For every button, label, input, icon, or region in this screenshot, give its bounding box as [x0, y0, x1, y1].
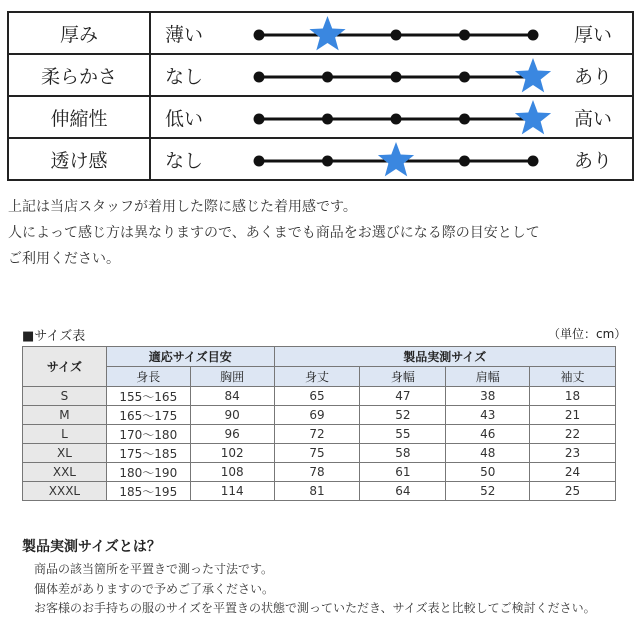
height-cell: 155～165 [106, 387, 190, 406]
table-row [23, 387, 616, 406]
feel-row-thickness [8, 12, 633, 54]
scale-dot [254, 156, 265, 167]
rating-star-icon [515, 100, 551, 134]
explanation-line: 商品の該当箇所を平置きで測った寸法です。 [34, 562, 274, 576]
feel-left-label: 低い [150, 96, 243, 138]
length-cell: 81 [274, 482, 360, 501]
table-row [23, 482, 616, 501]
scale-dot [254, 30, 265, 41]
feel-attribute: 柔らかさ [8, 54, 150, 96]
feel-right-label: あり [574, 54, 633, 96]
feel-row-stretch [8, 96, 633, 138]
chest-cell: 84 [190, 387, 274, 406]
chest-cell: 114 [190, 482, 274, 501]
sleeve-cell: 21 [530, 406, 616, 425]
feel-scale [243, 12, 574, 54]
feel-scale [243, 96, 574, 138]
scale-graphic [243, 13, 563, 53]
feel-left-label: 薄い [150, 12, 243, 54]
column-header: 身長 [106, 367, 190, 387]
column-header: 胸囲 [190, 367, 274, 387]
feel-left-label: なし [150, 54, 243, 96]
column-header: 身幅 [360, 367, 446, 387]
feel-row-sheerness [8, 138, 633, 180]
size-cell: XXL [23, 463, 107, 482]
table-row [23, 406, 616, 425]
explanation-line: お客様のお手持ちの服のサイズを平置きの状態で測っていただき、サイズ表と比較してご検討ください。 [34, 601, 596, 615]
scale-dot [391, 114, 402, 125]
feel-right-label: 厚い [574, 12, 633, 54]
chest-cell: 90 [190, 406, 274, 425]
table-row [23, 444, 616, 463]
size-cell: XXXL [23, 482, 107, 501]
chest-cell: 96 [190, 425, 274, 444]
width-cell: 64 [360, 482, 446, 501]
table-row [23, 425, 616, 444]
sleeve-cell: 23 [530, 444, 616, 463]
height-cell: 170～180 [106, 425, 190, 444]
shoulder-cell: 50 [446, 463, 530, 482]
note-line: 上記は当店スタッフが着用した際に感じた着用感です。 [8, 199, 357, 215]
scale-dot [459, 114, 470, 125]
feel-row-softness [8, 54, 633, 96]
feel-attribute: 透け感 [8, 138, 150, 180]
length-cell: 75 [274, 444, 360, 463]
scale-dot [254, 114, 265, 125]
chest-cell: 102 [190, 444, 274, 463]
scale-graphic [243, 139, 563, 179]
feel-scale [243, 54, 574, 96]
scale-dot [459, 72, 470, 83]
length-cell: 72 [274, 425, 360, 444]
scale-dot [528, 156, 539, 167]
size-cell: S [23, 387, 107, 406]
length-cell: 69 [274, 406, 360, 425]
group-actual-header: 製品実測サイズ [274, 347, 615, 367]
feel-scale [243, 138, 574, 180]
width-cell: 52 [360, 406, 446, 425]
note-line: ご利用ください。 [8, 251, 120, 267]
height-cell: 175～185 [106, 444, 190, 463]
scale-dot [391, 72, 402, 83]
table-row [23, 463, 616, 482]
width-cell: 58 [360, 444, 446, 463]
size-cell: M [23, 406, 107, 425]
scale-dot [459, 156, 470, 167]
rating-star-icon [309, 16, 345, 50]
size-header: サイズ [23, 347, 107, 387]
explanation-line: 個体差がありますので予めご了承ください。 [34, 582, 275, 596]
rating-star-icon [378, 142, 414, 176]
feel-attribute: 伸縮性 [8, 96, 150, 138]
scale-graphic [243, 97, 563, 137]
explanation-heading: 製品実測サイズとは？ [22, 539, 161, 555]
column-header: 肩幅 [446, 367, 530, 387]
width-cell: 55 [360, 425, 446, 444]
feel-left-label: なし [150, 138, 243, 180]
size-cell: XL [23, 444, 107, 463]
chest-cell: 108 [190, 463, 274, 482]
shoulder-cell: 43 [446, 406, 530, 425]
height-cell: 165～175 [106, 406, 190, 425]
size-table-unit: （単位：cm） [548, 327, 627, 341]
feel-right-label: あり [574, 138, 633, 180]
height-cell: 180～190 [106, 463, 190, 482]
feel-table [7, 11, 634, 181]
sleeve-cell: 25 [530, 482, 616, 501]
scale-dot [528, 30, 539, 41]
sleeve-cell: 24 [530, 463, 616, 482]
scale-graphic [243, 55, 563, 95]
column-header: 身丈 [274, 367, 360, 387]
scale-dot [322, 156, 333, 167]
shoulder-cell: 48 [446, 444, 530, 463]
size-cell: L [23, 425, 107, 444]
group-fit-header: 適応サイズ目安 [106, 347, 274, 367]
scale-dot [391, 30, 402, 41]
length-cell: 65 [274, 387, 360, 406]
height-cell: 185～195 [106, 482, 190, 501]
feel-right-label: 高い [574, 96, 633, 138]
size-table [22, 346, 616, 501]
size-table-title: ■サイズ表 [22, 329, 86, 344]
scale-dot [459, 30, 470, 41]
scale-dot [322, 114, 333, 125]
width-cell: 47 [360, 387, 446, 406]
feel-attribute: 厚み [8, 12, 150, 54]
shoulder-cell: 46 [446, 425, 530, 444]
sleeve-cell: 22 [530, 425, 616, 444]
scale-dot [322, 72, 333, 83]
shoulder-cell: 38 [446, 387, 530, 406]
width-cell: 61 [360, 463, 446, 482]
column-header: 袖丈 [530, 367, 616, 387]
length-cell: 78 [274, 463, 360, 482]
rating-star-icon [515, 58, 551, 92]
shoulder-cell: 52 [446, 482, 530, 501]
sleeve-cell: 18 [530, 387, 616, 406]
note-line: 人によって感じ方は異なりますので、あくまでも商品をお選びになる際の目安として [8, 225, 540, 241]
scale-dot [254, 72, 265, 83]
